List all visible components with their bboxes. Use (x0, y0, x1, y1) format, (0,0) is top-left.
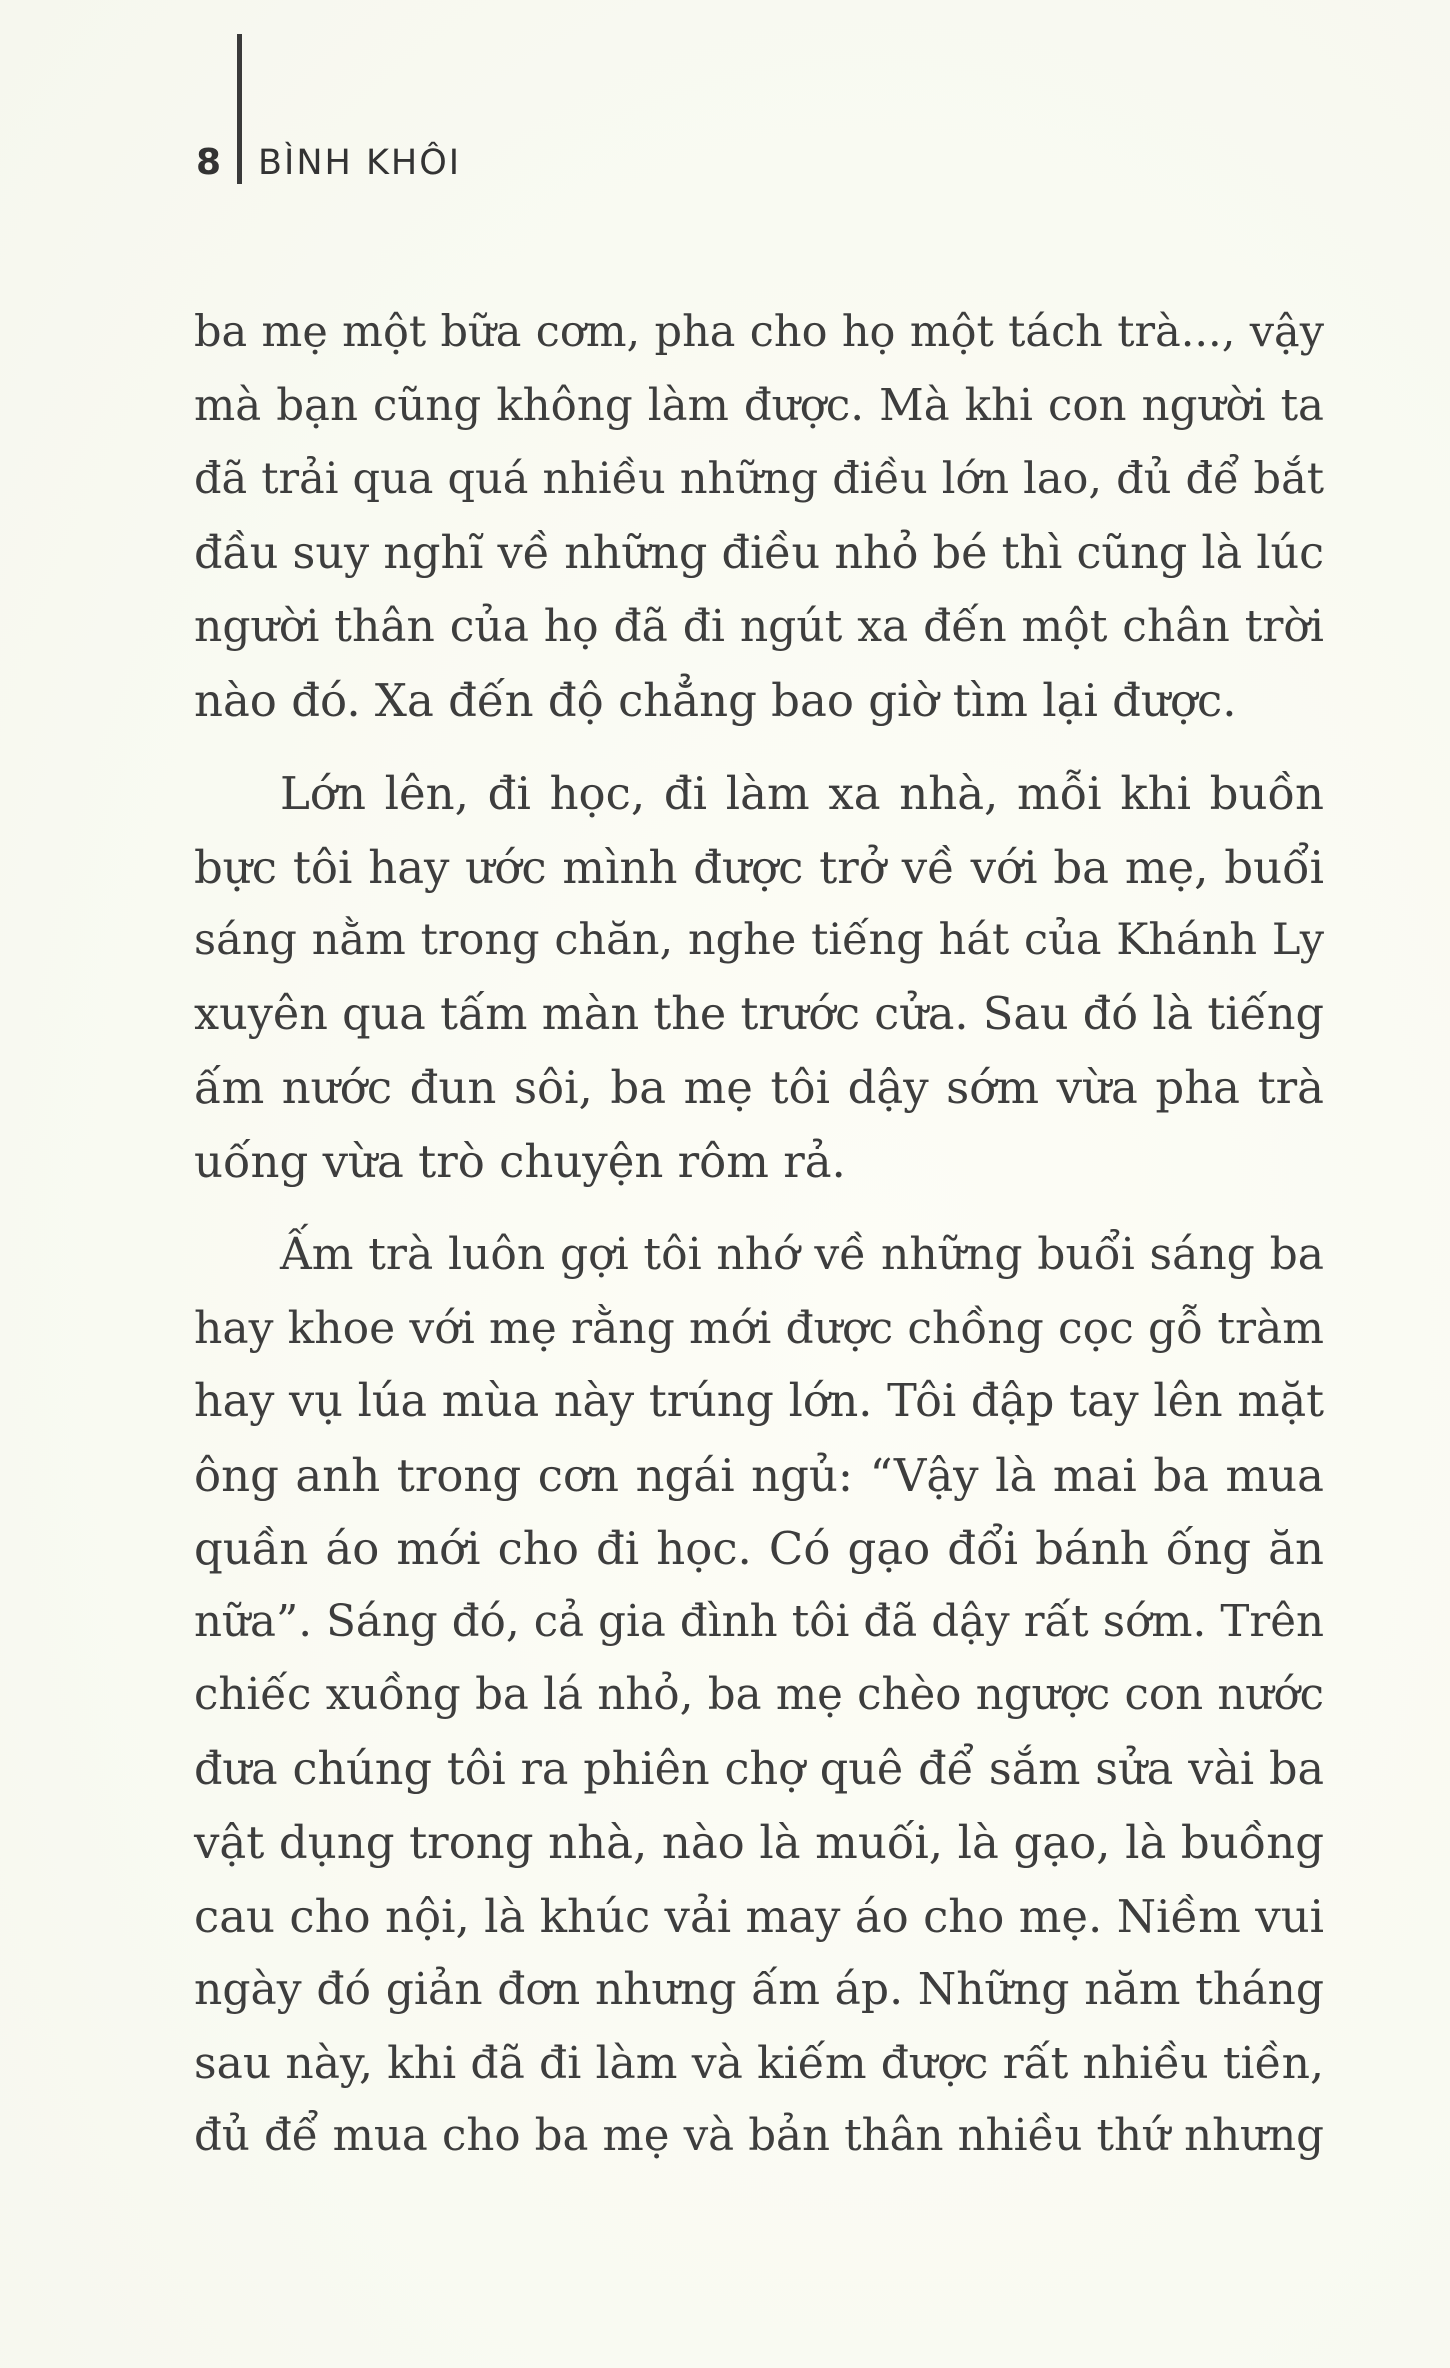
text-line: hay vụ lúa mùa này trúng lớn. Tôi đập tay lên mặt (194, 1376, 1324, 1427)
text-line: quần áo mới cho đi học. Có gạo đổi bánh ống ăn (194, 1522, 1324, 1575)
text-line: chiếc xuồng ba lá nhỏ, ba mẹ chèo ngược con nước (194, 1670, 1324, 1720)
text-line: sau này, khi đã đi làm và kiếm được rất nhiều tiền, (194, 2037, 1324, 2089)
text-line: ông anh trong cơn ngái ngủ: “Vậy là mai ba mua (194, 1448, 1324, 1502)
text-line: nào đó. Xa đến độ chẳng bao giờ tìm lại được. (194, 673, 1237, 727)
text-line: bực tôi hay ước mình được trở về với ba mẹ, buổi (194, 840, 1324, 894)
text-line: ấm nước đun sôi, ba mẹ tôi dậy sớm vừa pha trà (194, 1061, 1324, 1114)
text-line: vật dụng trong nhà, nào là muối, là gạo, là buồng (194, 1816, 1324, 1869)
text-line: Ấm trà luôn gợi tôi nhớ về những buổi sáng ba (280, 1229, 1324, 1280)
body-text (194, 296, 1324, 2174)
text-line: mà bạn cũng không làm được. Mà khi con người ta (194, 380, 1324, 431)
text-line: ngày đó giản đơn nhưng ấm áp. Những năm tháng (194, 1964, 1324, 2015)
text-line: đã trải qua quá nhiều những điều lớn lao, đủ để bắt (194, 454, 1324, 504)
text-line: cau cho nội, là khúc vải may áo cho mẹ. Niềm vui (194, 1889, 1324, 1943)
text-line: nữa”. Sáng đó, cả gia đình tôi đã dậy rất sớm. Trên (194, 1596, 1324, 1647)
running-head-author: BÌNH KHÔI (258, 143, 462, 183)
text-line: ba mẹ một bữa cơm, pha cho họ một tách trà..., vậy (194, 307, 1324, 357)
page-number: 8 (196, 142, 222, 183)
text-line: đầu suy nghĩ về những điều nhỏ bé thì cũng là lúc (194, 527, 1325, 579)
text-line: đưa chúng tôi ra phiên chợ quê để sắm sửa vài ba (194, 1743, 1324, 1795)
text-line: hay khoe với mẹ rằng mới được chồng cọc gỗ tràm (194, 1302, 1324, 1354)
header-vertical-rule (237, 34, 242, 184)
text-line: Lớn lên, đi học, đi làm xa nhà, mỗi khi buồn (280, 767, 1324, 820)
paragraph-gap (194, 737, 1324, 757)
text-line: xuyên qua tấm màn the trước cửa. Sau đó là tiếng (194, 988, 1324, 1040)
text-line: sáng nằm trong chăn, nghe tiếng hát của Khánh Ly (194, 915, 1324, 965)
text-line: uống vừa trò chuyện rôm rả. (194, 1134, 846, 1188)
paragraph-gap (194, 1198, 1324, 1218)
text-line: người thân của họ đã đi ngút xa đến một chân trời (194, 601, 1324, 652)
text-line: đủ để mua cho ba mẹ và bản thân nhiều thứ nhưng (194, 2111, 1324, 2161)
